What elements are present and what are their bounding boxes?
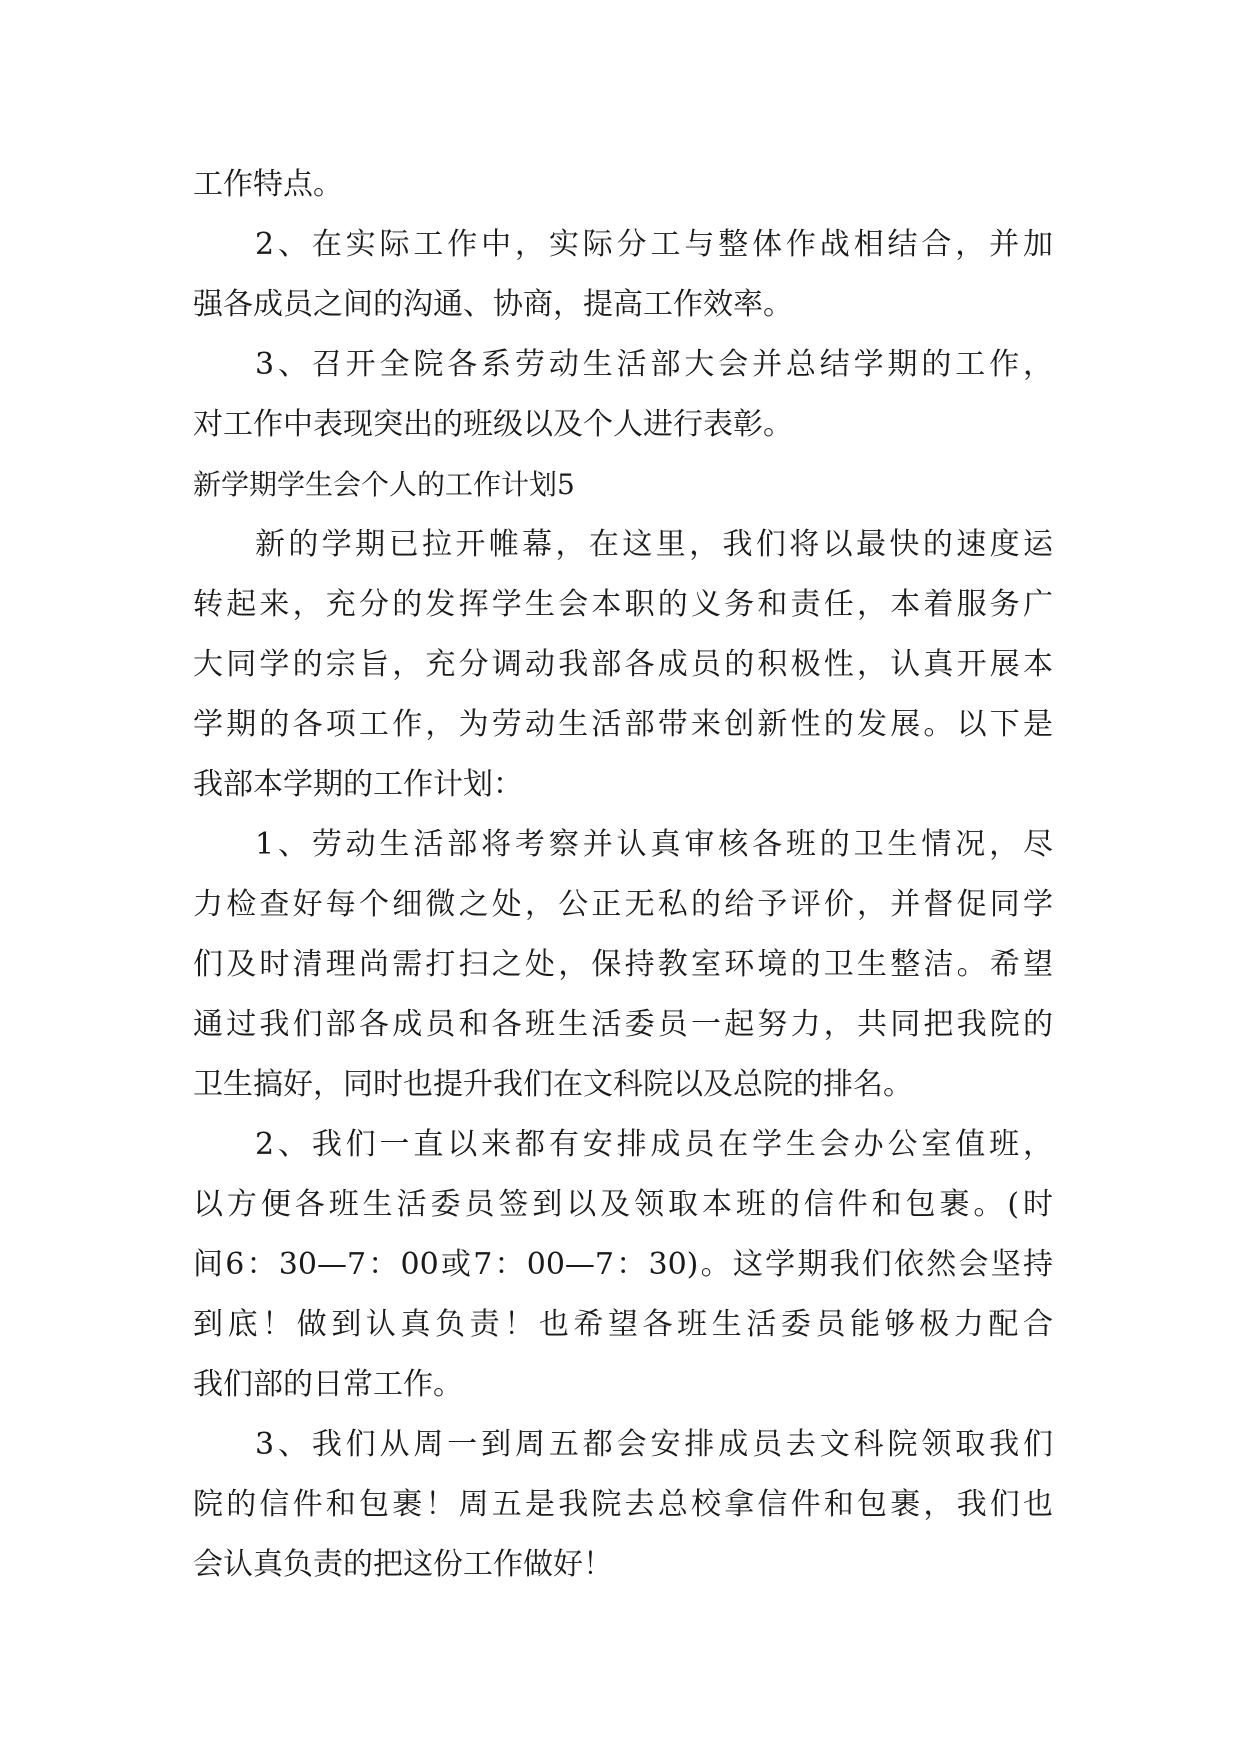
text-line: 强各成员之间的沟通、协商，提高工作效率。 [193,287,793,322]
text-line: 3、召开全院各系劳动生活部大会并总结学期的工作， [255,347,1053,382]
text-line: 院的信件和包裹！周五是我院去总校拿信件和包裹，我们也 [193,1487,1053,1522]
text-line: 2、我们一直以来都有安排成员在学生会办公室值班， [255,1127,1053,1162]
text-line: 工作特点。 [193,167,343,202]
text-line: 力检查好每个细微之处，公正无私的给予评价，并督促同学 [193,887,1053,922]
text-line: 们及时清理尚需打扫之处，保持教室环境的卫生整洁。希望 [193,947,1053,982]
text-line: 通过我们部各成员和各班生活委员一起努力，共同把我院的 [193,1007,1053,1042]
text-line: 学期的各项工作，为劳动生活部带来创新性的发展。以下是 [193,707,1053,742]
text-line: 间6：30—7：00或7：00—7：30)。这学期我们依然会坚持 [193,1247,1053,1282]
text-line: 转起来，充分的发挥学生会本职的义务和责任，本着服务广 [193,587,1053,622]
text-line: 2、在实际工作中，实际分工与整体作战相结合，并加 [255,227,1053,262]
document-page [193,155,1053,1595]
text-line: 以方便各班生活委员签到以及领取本班的信件和包裹。(时 [193,1187,1053,1222]
text-line: 大同学的宗旨，充分调动我部各成员的积极性，认真开展本 [193,647,1053,682]
section-heading: 新学期学生会个人的工作计划5 [193,468,575,501]
text-line: 1、劳动生活部将考察并认真审核各班的卫生情况，尽 [255,827,1053,862]
text-line: 3、我们从周一到周五都会安排成员去文科院领取我们 [255,1427,1053,1462]
text-line: 到底！做到认真负责！也希望各班生活委员能够极力配合 [193,1307,1053,1342]
text-line: 新的学期已拉开帷幕，在这里，我们将以最快的速度运 [255,527,1053,562]
text-line: 对工作中表现突出的班级以及个人进行表彰。 [193,407,793,442]
text-line: 会认真负责的把这份工作做好！ [193,1547,613,1582]
text-line: 我部本学期的工作计划： [193,767,523,802]
text-line: 我们部的日常工作。 [193,1367,463,1402]
text-line: 卫生搞好，同时也提升我们在文科院以及总院的排名。 [193,1067,913,1102]
